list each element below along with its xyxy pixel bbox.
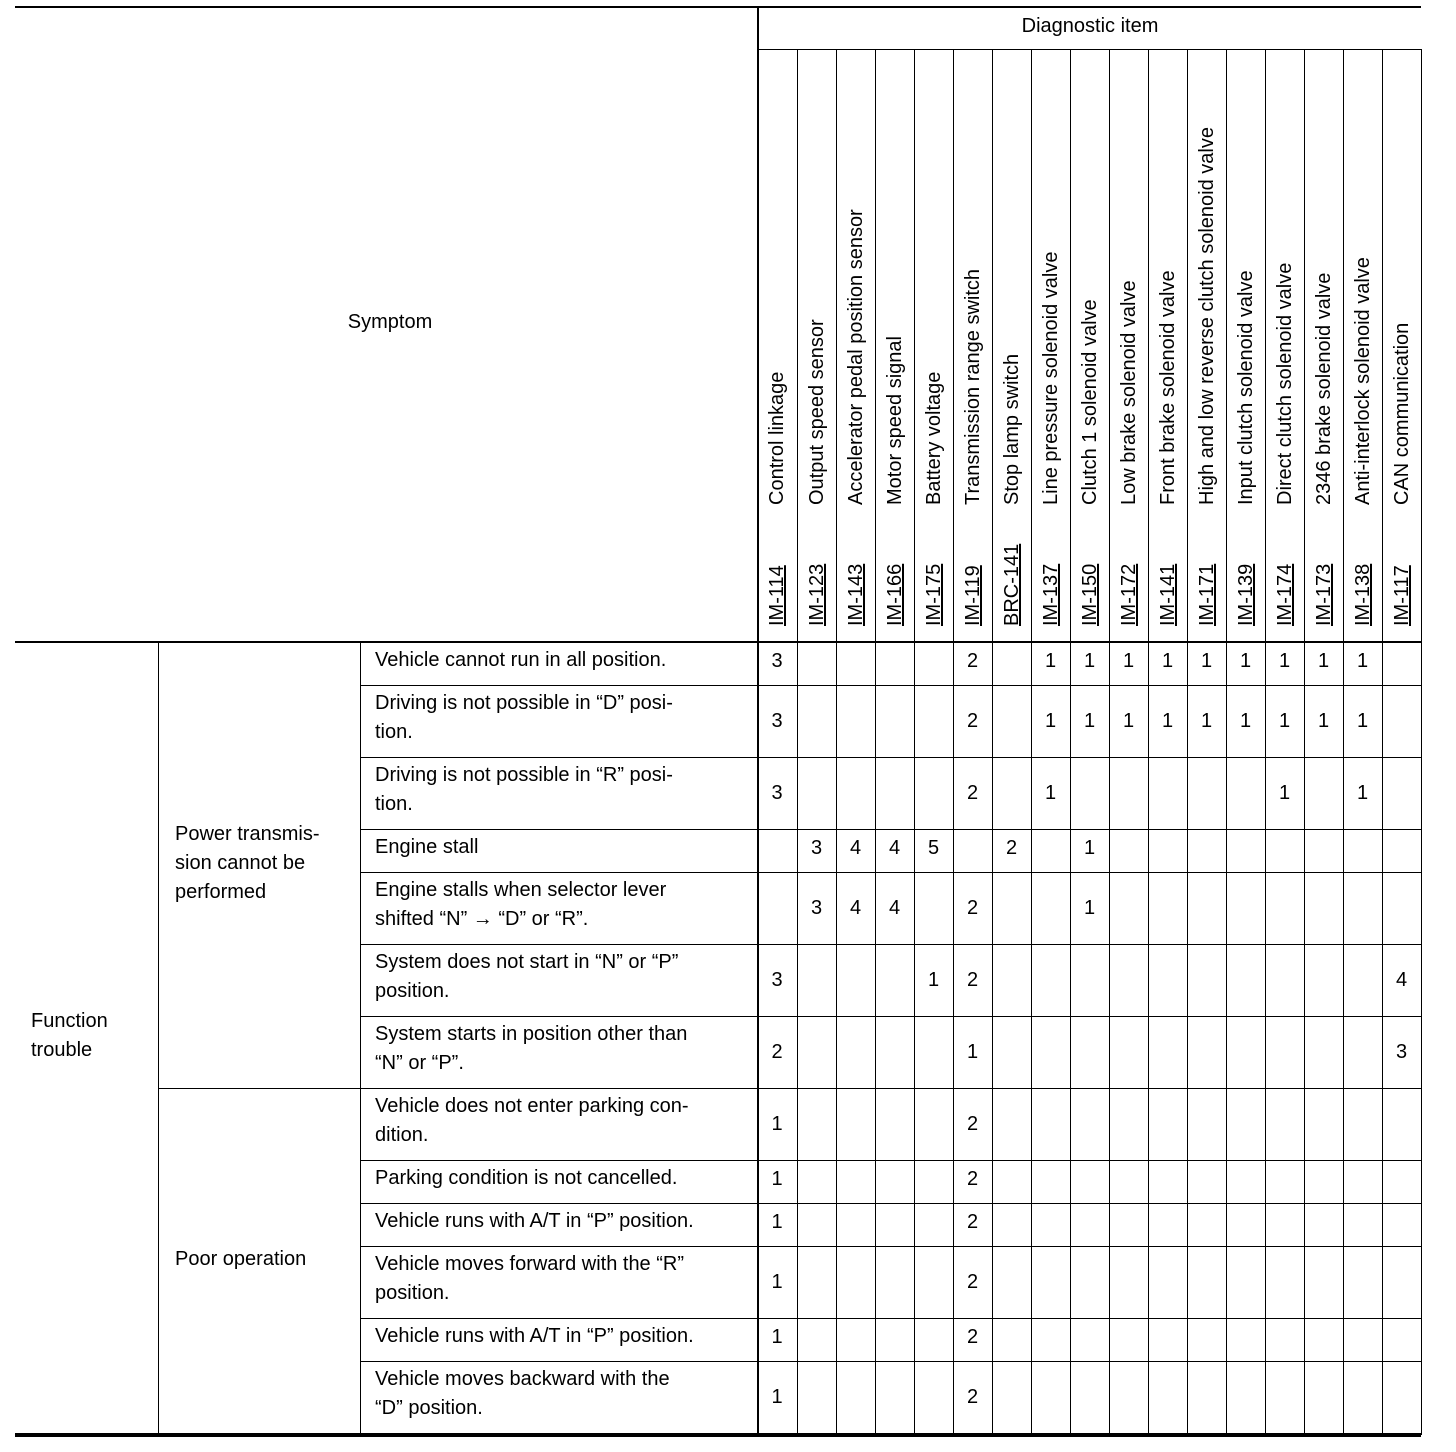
column-header-ref-link[interactable]: IM-175 — [922, 563, 945, 626]
value-cell: 3 — [810, 897, 823, 919]
value-cell: 1 — [1356, 650, 1369, 672]
column-header-name: Low brake solenoid valve — [1117, 280, 1140, 505]
value-cell: 2 — [1005, 837, 1018, 859]
value-cell: 2 — [966, 1386, 979, 1408]
symptom-cell: Engine stall — [375, 836, 479, 858]
rule-col — [914, 49, 915, 1435]
value-cell: 1 — [771, 1271, 783, 1293]
value-cell: 1 — [1161, 650, 1174, 672]
value-cell: 1 — [771, 1113, 783, 1135]
rule-col — [836, 49, 837, 1435]
rule-top — [15, 6, 1421, 8]
value-cell: 2 — [966, 1113, 979, 1135]
column-header-name: Direct clutch solenoid valve — [1273, 262, 1296, 505]
rule-col — [1226, 49, 1227, 1435]
rule-col — [1187, 49, 1188, 1435]
symptom-cell: Driving is not possible in “D” posi- tion. — [375, 692, 673, 743]
column-header-ref-link[interactable]: IM-119 — [961, 565, 984, 626]
value-cell: 4 — [888, 837, 901, 859]
column-header-ref-link[interactable]: IM-123 — [805, 563, 828, 626]
value-cell: 4 — [1395, 969, 1408, 991]
value-cell: 1 — [1161, 710, 1174, 732]
value-cell: 1 — [1200, 710, 1213, 732]
value-cell: 1 — [771, 1326, 783, 1348]
value-cell: 1 — [1278, 650, 1291, 672]
rule-col — [875, 49, 876, 1435]
rule-row — [360, 1246, 1421, 1247]
rule-col — [1421, 49, 1422, 1435]
rule-col-category — [158, 642, 159, 1435]
value-cell: 2 — [966, 650, 979, 672]
column-header-ref-link[interactable]: IM-114 — [766, 565, 788, 626]
rule-row — [158, 1088, 1421, 1089]
rule-diagnostic-sub — [757, 49, 1421, 50]
symptom-cell: Engine stalls when selector lever shifted “N” → “D” or “R”. — [375, 879, 667, 930]
column-header-name: Accelerator pedal position sensor — [844, 209, 867, 505]
value-cell: 3 — [771, 710, 783, 732]
value-cell: 1 — [1083, 837, 1096, 859]
group-poor-operation: Poor operation — [175, 1248, 307, 1270]
value-cell: 3 — [810, 837, 823, 859]
rule-bottom — [15, 1433, 1421, 1437]
column-header-ref-link[interactable]: IM-172 — [1117, 563, 1140, 626]
value-cell: 1 — [1278, 782, 1291, 804]
value-cell: 3 — [771, 782, 783, 804]
column-header-name: Motor speed signal — [883, 336, 906, 505]
value-cell: 1 — [1083, 710, 1096, 732]
rule-row — [360, 1016, 1421, 1017]
column-header-name: Front brake solenoid valve — [1156, 270, 1179, 505]
column-header-ref-link[interactable]: IM-174 — [1273, 563, 1296, 626]
value-cell: 1 — [966, 1041, 979, 1063]
value-cell: 2 — [966, 969, 979, 991]
rule-col — [1343, 49, 1344, 1435]
value-cell: 5 — [927, 837, 940, 859]
column-header-name: CAN communication — [1390, 322, 1413, 505]
column-header-ref-link[interactable]: IM-150 — [1078, 563, 1101, 626]
value-cell: 4 — [849, 897, 862, 919]
column-header-name: Output speed sensor — [805, 319, 828, 505]
rule-col — [1265, 49, 1266, 1435]
column-header-ref-link[interactable]: IM-143 — [844, 563, 867, 626]
rule-col — [1304, 49, 1305, 1435]
category-function-trouble: Function trouble — [31, 1010, 108, 1061]
symptom-header: Symptom — [347, 311, 433, 333]
value-cell: 1 — [1356, 782, 1369, 804]
value-cell: 3 — [771, 650, 783, 672]
rule-col — [797, 49, 798, 1435]
column-header-ref-link[interactable]: IM-166 — [883, 563, 906, 626]
column-header-ref-link[interactable]: IM-137 — [1039, 563, 1062, 626]
rule-col — [1109, 49, 1110, 1435]
value-cell: 2 — [966, 1326, 979, 1348]
rule-row — [360, 1160, 1421, 1161]
value-cell: 2 — [966, 1271, 979, 1293]
rule-row — [360, 757, 1421, 758]
value-cell: 2 — [966, 897, 979, 919]
symptom-cell: Vehicle runs with A/T in “P” position. — [375, 1210, 694, 1232]
rule-row — [360, 944, 1421, 945]
column-header-ref-link[interactable]: IM-139 — [1234, 563, 1257, 626]
rule-row — [360, 1318, 1421, 1319]
value-cell: 4 — [888, 897, 901, 919]
rule-row — [360, 685, 1421, 686]
value-cell: 1 — [1083, 897, 1096, 919]
value-cell: 1 — [1122, 650, 1135, 672]
rule-col-group — [360, 642, 361, 1435]
column-header-ref-link[interactable]: IM-173 — [1312, 563, 1335, 626]
value-cell: 1 — [1044, 650, 1057, 672]
column-header-name: High and low reverse clutch solenoid valve — [1195, 127, 1218, 505]
rule-row — [360, 829, 1421, 830]
symptom-cell: Vehicle cannot run in all position. — [375, 649, 667, 671]
column-header-ref-link[interactable]: IM-141 — [1156, 563, 1179, 626]
column-header-name: Anti-interlock solenoid valve — [1351, 257, 1374, 505]
value-cell: 1 — [1278, 710, 1291, 732]
symptom-cell: Vehicle runs with A/T in “P” position. — [375, 1325, 694, 1347]
value-cell: 2 — [966, 1211, 979, 1233]
value-cell: 1 — [1083, 650, 1096, 672]
value-cell: 1 — [1239, 650, 1252, 672]
rule-col — [1031, 49, 1032, 1435]
rule-col — [1070, 49, 1071, 1435]
value-cell: 2 — [966, 710, 979, 732]
value-cell: 3 — [1395, 1041, 1408, 1063]
column-header-ref-link[interactable]: BRC-141 — [1000, 543, 1023, 626]
value-cell: 1 — [1122, 710, 1135, 732]
value-cell: 1 — [1044, 782, 1057, 804]
rule-row — [360, 1203, 1421, 1204]
value-cell: 1 — [771, 1211, 783, 1233]
rule-col — [1382, 49, 1383, 1435]
column-header-name: 2346 brake solenoid valve — [1312, 272, 1335, 505]
value-cell: 4 — [849, 837, 862, 859]
column-header-ref-link[interactable]: IM-138 — [1351, 563, 1374, 626]
value-cell: 3 — [771, 969, 783, 991]
column-header-name: Clutch 1 solenoid valve — [1078, 299, 1101, 505]
value-cell: 1 — [1044, 710, 1057, 732]
value-cell: 2 — [771, 1041, 783, 1063]
symptom-cell: Vehicle does not enter parking con- dition. — [375, 1095, 689, 1146]
value-cell: 1 — [1356, 710, 1369, 732]
rule-col — [992, 49, 993, 1435]
value-cell: 1 — [1239, 710, 1252, 732]
symptom-cell: System does not start in “N” or “P” position. — [375, 951, 679, 1002]
symptom-cell: System starts in position other than “N” or “P”. — [375, 1023, 688, 1074]
rule-row — [360, 872, 1421, 873]
value-cell: 1 — [1317, 710, 1330, 732]
column-header-name: Line pressure solenoid valve — [1039, 251, 1062, 505]
value-cell: 2 — [966, 782, 979, 804]
value-cell: 1 — [771, 1386, 783, 1408]
symptom-cell: Vehicle moves backward with the “D” position. — [375, 1368, 670, 1419]
symptom-cell: Driving is not possible in “R” posi- tion. — [375, 764, 673, 815]
symptom-cell: Parking condition is not cancelled. — [375, 1167, 678, 1189]
value-cell: 1 — [771, 1168, 783, 1190]
rule-row — [360, 1361, 1421, 1362]
column-header-ref-link[interactable]: IM-117 — [1390, 565, 1413, 626]
column-header-name: Transmission range switch — [961, 268, 984, 505]
symptom-cell: Vehicle moves forward with the “R” position. — [375, 1253, 685, 1304]
value-cell: 1 — [1317, 650, 1330, 672]
value-cell: 2 — [966, 1168, 979, 1190]
column-header-ref-link[interactable]: IM-171 — [1195, 563, 1218, 626]
rule-col — [1148, 49, 1149, 1435]
column-header-name: Stop lamp switch — [1000, 353, 1023, 505]
diagnostic-item-header: Diagnostic item — [1021, 15, 1159, 37]
value-cell: 1 — [927, 969, 940, 991]
group-power-transmission: Power transmis- sion cannot be performed — [175, 823, 320, 903]
column-header-name: Battery voltage — [922, 371, 945, 505]
rule-header-bottom — [15, 641, 1421, 643]
column-header-name: Control linkage — [766, 371, 788, 505]
value-cell: 1 — [1200, 650, 1213, 672]
column-header-name: Input clutch solenoid valve — [1234, 270, 1257, 505]
